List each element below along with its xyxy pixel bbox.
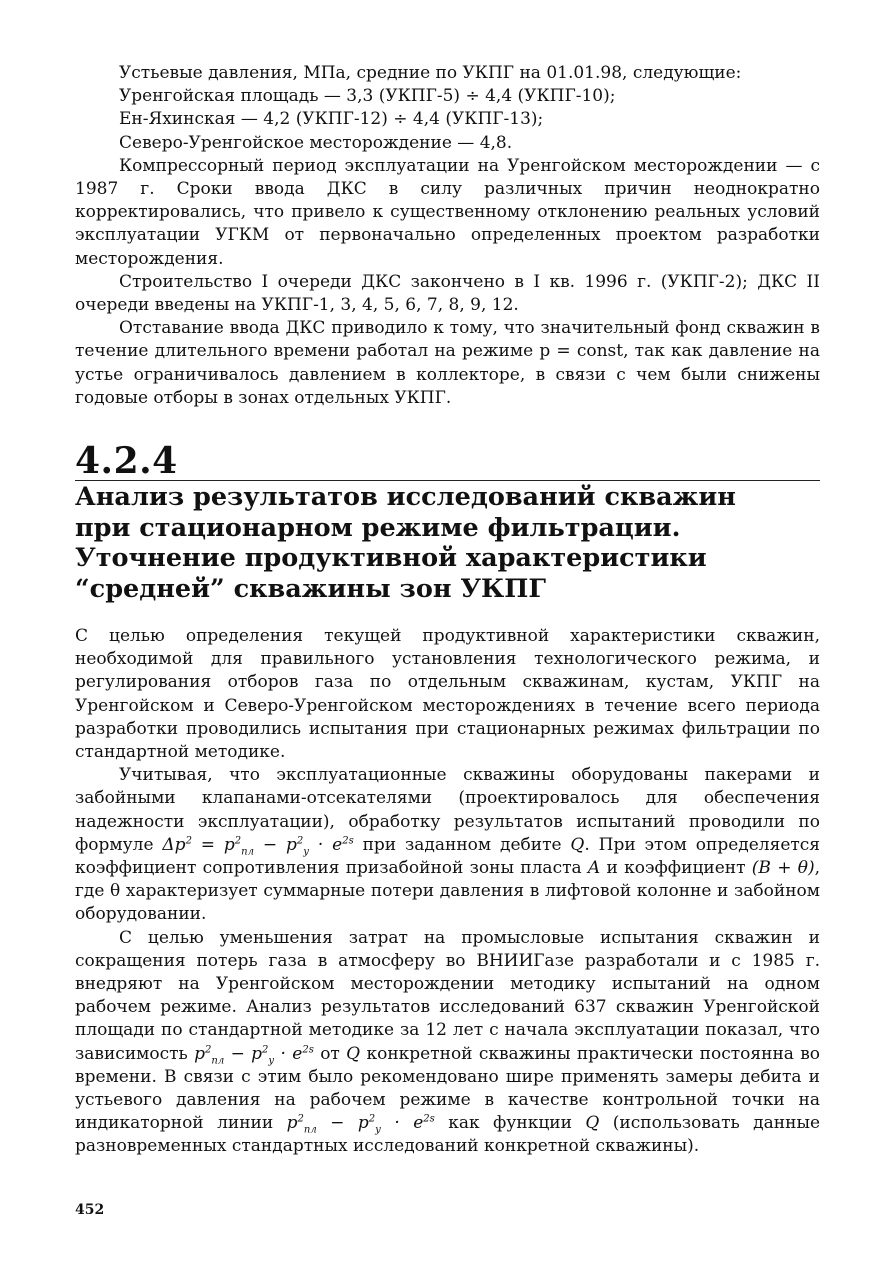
intro-line-3: Ен-Яхинская — 4,2 (УКПГ-12) ÷ 4,4 (УКПГ-13); (119, 109, 544, 130)
section-title-line-2: при стационарном режиме фильтрации. (75, 512, 681, 543)
intro-line-2: Уренгойская площадь — 3,3 (УКПГ-5) ÷ 4,4 (УКПГ-10); (119, 86, 616, 107)
section-number: 4.2.4 (75, 440, 178, 482)
intro-block (75, 62, 820, 410)
intro-paragraph-2: Строительство I очереди ДКС закончено в I кв. 1996 г. (УКПГ-2); ДКС II очереди введены на УКПГ-1, 3, 4, 5, 6, 7, 8, 9, 12. (75, 271, 820, 316)
intro-paragraph-3: Отставание ввода ДКС приводило к тому, что значительный фонд скважин в течение длительного времени работал на режиме p = const, так как давление на устье ограничивалось давлением в коллекторе, в связи с чем были снижены годовые отборы в зонах отдельных УКПГ. (75, 318, 820, 408)
section-title-line-4: “средней” скважины зон УКПГ (75, 573, 546, 604)
intro-line-1: Устьевые давления, МПа, средние по УКПГ на 01.01.98, следующие: (119, 63, 742, 83)
section-title-line-3: Уточнение продуктивной характеристики (75, 543, 707, 573)
section-body (75, 625, 820, 1159)
body-paragraph-3: С целью уменьшения затрат на промысловые испытания скважин и сокращения потерь газа в атмосферу во ВНИИГазе разработали и с 1985 г. внедряют на Уренгойском месторождении методику испытаний на одном рабочем режиме. Анализ результатов исследований 637 скважин Уренгойской площади по стандартной методике за 12 лет с начала эксплуатации показал, что зависимость $p^2_{пл} - p^2_у \cdot e^{2s}$ от Q конкретной скважины практически постоянна во времени. В связи с этим было рекомендовано шире применять замеры дебита и устьевого давления на рабочем режиме в качестве контрольной точки на индикаторной линии $p^2_{пл} - p^2_у \cdot e^{2s}$ как функции Q (использовать данные разновременных стандартных исследований конкретной скважины). (75, 927, 821, 1157)
section-rule (75, 480, 820, 481)
intro-line-4: Северо-Уренгойское месторождение — 4,8. (119, 132, 513, 153)
formula-dependence: $p^2_{пл} - p^2_у \cdot e^{2s}$ (194, 1043, 314, 1067)
page-number: 452 (75, 1202, 105, 1218)
formula-indicator-line: $p^2_{пл} - p^2_у \cdot e^{2s}$ (286, 1113, 435, 1136)
section-title (75, 482, 820, 604)
body-paragraph-2: Учитывая, что эксплуатационные скважины оборудованы пакерами и забойными клапанами-отсекателями (проектировалось для обеспечения надежности эксплуатации), обработку результатов испытаний проводили по формуле $\Delta p^2 = p^2_{пл} - p^2_у \cdot e^{2s}$ при заданном дебите Q. При этом определяется коэффициент сопротивления призабойной зоны пласта A и коэффициент (B + θ), где θ характеризует суммарные потери давления в лифтовой колонне и забойном оборудовании. (75, 765, 821, 925)
intro-paragraph-1: Компрессорный период эксплуатации на Уренгойском месторождении — с 1987 г. Сроки ввода ДКС в силу различных причин неоднократно корректировались, что привело к существенному отклонению реальных условий эксплуатации УГКМ от первоначально определенных проектом разработки месторождения. (75, 155, 820, 269)
section-title-line-1: Анализ результатов исследований скважин (75, 482, 736, 512)
body-paragraph-1: С целью определения текущей продуктивной характеристики скважин, необходимой для правильного установления технологического режима, и регулирования отборов газа по отдельным скважинам, кустам, УКПГ на Уренгойском и Северо-Уренгойском месторождениях в течение всего периода разработки проводились испытания при стационарных режимах фильтрации по стандартной методике. (75, 626, 820, 763)
formula-delta-p: $\Delta p^2 = p^2_{пл} - p^2_у \cdot e^{2s}$ (162, 834, 354, 858)
